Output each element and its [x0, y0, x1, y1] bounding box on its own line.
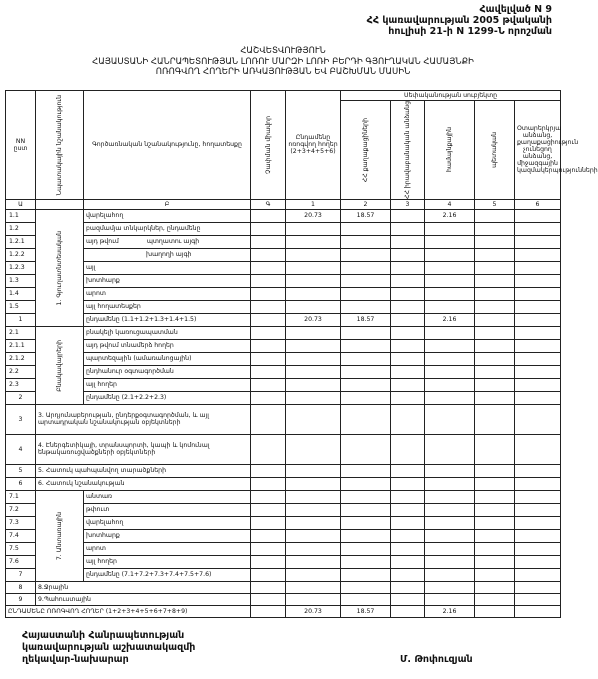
- table-row: 1.3 խոտհարք: [6, 274, 561, 287]
- group-label-agricultural: 1. Գյուղատնտեսական: [36, 209, 84, 326]
- table-row: 2.1.2 պարտեզային (ամառանոցային): [6, 352, 561, 365]
- header-unit: Չափման միավոր: [251, 91, 286, 200]
- table-row: 1 ընդամենը (1.1+1.2+1.3+1.4+1.5) 20.73 18.57 2.16: [6, 313, 561, 326]
- table-row: 1.2 բազմամյա տնկարկներ, ընդամենը: [6, 222, 561, 235]
- table-row: 3 3. Արդյունաբերության, ընդերքօգտագործման, և այլ արտադրական նշանակության օբյեկտների: [6, 404, 561, 434]
- table-row: 1.2.2 խաղողի այգի: [6, 248, 561, 261]
- annex-header: [367, 4, 552, 37]
- table-row: 2.1.1 այդ թվում տնամերձ հողեր: [6, 339, 561, 352]
- header-category: Նպատակային նշանակություն: [36, 91, 84, 200]
- table-row: 6 6. Հատուկ նշանակության: [6, 477, 561, 490]
- header-foreign: Օտարերկրյա անձանց, քաղաքացիություն չունեցող անձանց, միջազգային կազմակերպությունների: [515, 101, 561, 200]
- table-row: 7 ընդամենը (7.1+7.2+7.3+7.4+7.5+7.6): [6, 568, 561, 581]
- land-report-table: [5, 90, 598, 618]
- title-line-3: ՈՌՈԳՎՈՂ ՀՈՂԵՐԻ ԱՌԿԱՅՈՒԹՅԱՆ ԵՎ ԲԱՇԽՄԱՆ ՄԱՍԻՆ: [155, 67, 411, 77]
- table-row: 8 8.Ջրային: [6, 581, 561, 593]
- table-row: 5 5. Հատուկ պահպանվող տարածքների: [6, 464, 561, 477]
- header-legal-entities: ՀՀ իրավաբանական անձանց: [391, 101, 425, 200]
- title-line-1: ՀԱՇՎԵՏՎՈՒԹՅՈՒՆ: [240, 46, 326, 56]
- table-row: 2 ընդամենը (2.1+2.2+2.3): [6, 391, 561, 404]
- table-row: 1.4 արոտ: [6, 287, 561, 300]
- table-row: 9 9.Պահուստային: [6, 593, 561, 605]
- table-row: 7.4 խոտհարք: [6, 529, 561, 542]
- table-row: 1.2.3 այլ: [6, 261, 561, 274]
- column-number-row: Ա Բ Գ 1 2 3 4 5 6: [6, 199, 561, 209]
- table-row: 2.2 ընդհանուր օգտագործման: [6, 365, 561, 378]
- header-community: համայնքային: [425, 101, 475, 200]
- header-total: Ընդամենը ոռոգվող հողեր (2+3+4+5+6): [286, 91, 341, 200]
- table-row: 7.6 այլ հողեր: [6, 555, 561, 568]
- table-row: 1.2.1 այդ թվում պտղատու այգի: [6, 235, 561, 248]
- group-label-settlements: Բնակավայրերի: [36, 326, 84, 404]
- table-row: 7.1 7. Անտառային անտառ: [6, 490, 561, 503]
- table-row: 7.2 թփուտ: [6, 503, 561, 516]
- annex-decree-line: ՀՀ կառավարության 2005 թվականի: [366, 15, 552, 26]
- annex-decree-date: հուլիսի 21-ի N 1299-Ն որոշման: [388, 26, 552, 37]
- table-row: 4 4. Էներգետիկայի, տրանսպորտի, կապի և կոմունալ ենթակառուցվածքների օբյեկտների: [6, 434, 561, 464]
- table-row: 1.1 1. Գյուղատնտեսական վարելահող 20.73 18.57 2.16: [6, 209, 561, 222]
- header-citizens: ՀՀ քաղաքացիների: [341, 101, 391, 200]
- table-row: 2.3 այլ հողեր: [6, 378, 561, 391]
- table-row: 7.5 արոտ: [6, 542, 561, 555]
- header-state: պետական: [475, 101, 515, 200]
- annex-number: Հավելված N 9: [479, 4, 552, 15]
- table-row: 2.1 Բնակավայրերի բնակելի կառուցապատման: [6, 326, 561, 339]
- table-row: 1.5 այլ հողատեսքեր: [6, 300, 561, 313]
- signatory-name: Մ. Թոփուզյան: [400, 654, 473, 665]
- grand-total-row: ԸՆԴԱՄԵՆԸ ՈՌՈԳՎՈՂ ՀՈՂԵՐ (1+2+3+4+5+6+7+8+9) 20.73 18.57 2.16: [6, 605, 561, 617]
- signatory-title: Հայաստանի Հանրապետության կառավարության աշխատակազմի ղեկավար-նախարար: [22, 630, 196, 665]
- header-purpose: Գործառնական նշանակությունը, հողատեսքը: [84, 91, 251, 200]
- table-row: 7.3 վարելահող: [6, 516, 561, 529]
- document-title: [0, 46, 566, 78]
- header-ownership: Սեփականության սուբյեկտը: [341, 91, 561, 101]
- title-line-2: ՀԱՅԱՍՏԱՆԻ ՀԱՆՐԱՊԵՏՈՒԹՅԱՆ ԼՈՌՈՒ ՄԱՐԶԻ ԼՈՌԻ ԲԵՐԴԻ ԳՅՈՒՂԱԿԱՆ ՀԱՄԱՅՆՔԻ: [92, 56, 474, 67]
- header-nn: NN ըստ: [6, 91, 36, 200]
- group-label-forest: 7. Անտառային: [36, 490, 84, 581]
